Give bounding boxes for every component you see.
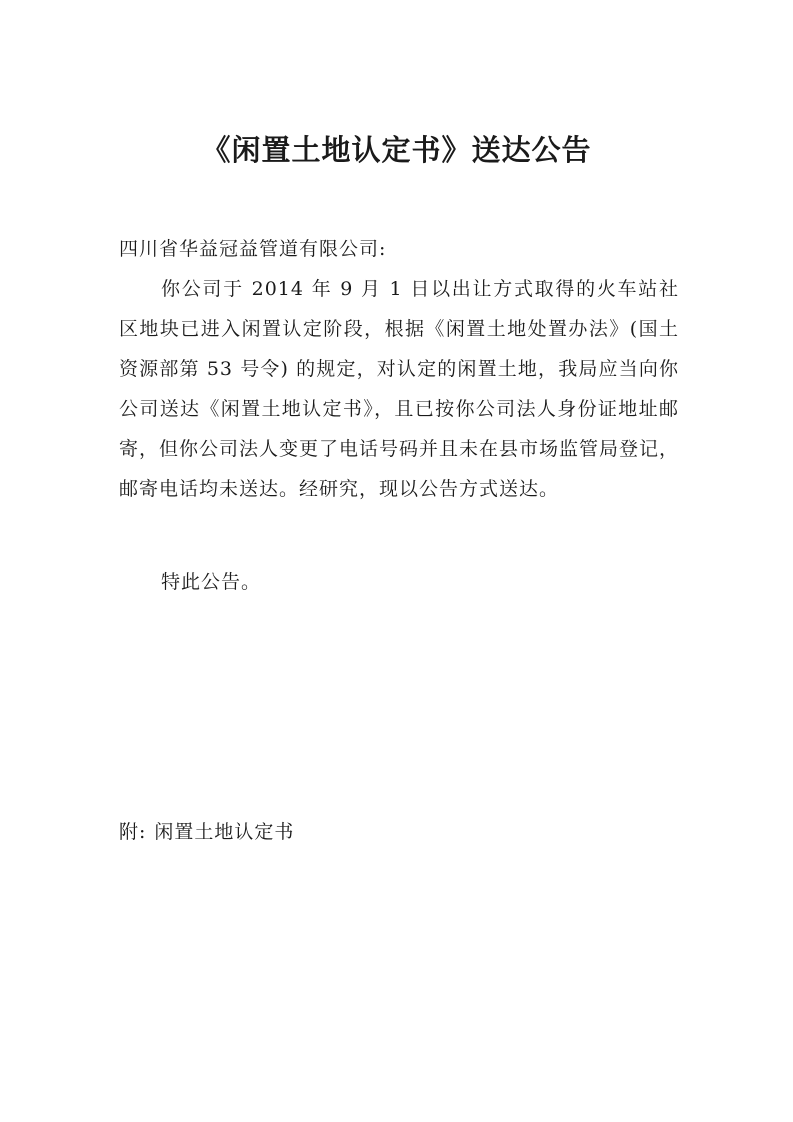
closing-line: 特此公告。 [161, 571, 262, 593]
body-paragraph: 你公司于 2014 年 9 月 1 日以出让方式取得的火车站社区地块已进入闲置认定阶段，根据《闲置土地处置办法》(国土资源部第 53 号令) 的规定，对认定的闲置土地，我局应当向你公司送达《闲置土地认定书》，且已按你公司法人身份证地址邮寄，但你公司法人变更了电话号码并且未在县市场监管局登记，邮寄电话均未送达。经研究，现以公告方式送达。 [119, 278, 680, 500]
document-title: 《闲置土地认定书》送达公告 [201, 133, 592, 167]
attachment-line [119, 812, 679, 852]
attachment-label: 附: [119, 821, 147, 843]
attachment-item: 闲置土地认定书 [154, 821, 295, 843]
addressee: 四川省华益冠益管道有限公司: [119, 238, 387, 260]
